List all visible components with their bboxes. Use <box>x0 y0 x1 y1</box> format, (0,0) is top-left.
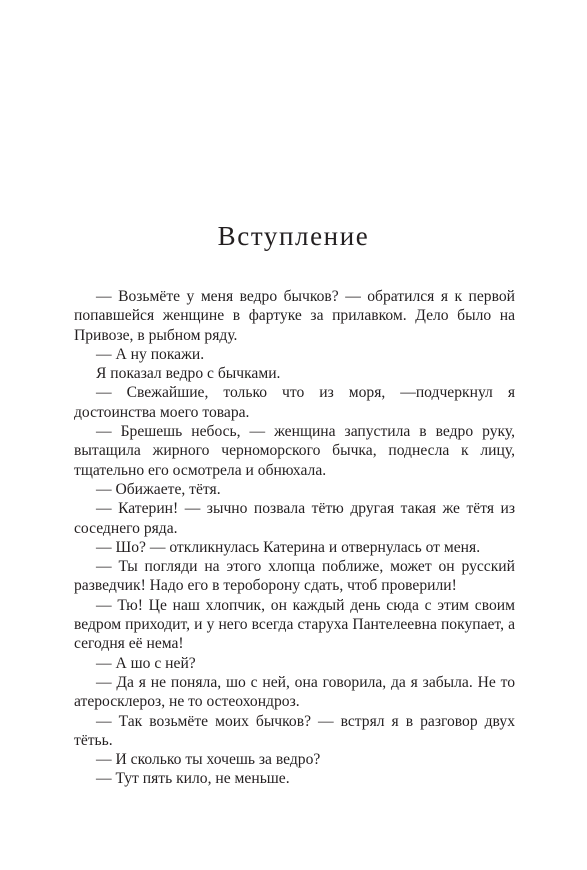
paragraph: — А ну покажи. <box>96 345 205 363</box>
paragraph: — И сколько ты хочешь за ведро? <box>96 751 321 769</box>
chapter-title: Вступление <box>217 221 370 251</box>
paragraph: — Катерин! — зычно позвала тётю другая такая же тётя из соседнего ряда. <box>74 500 515 537</box>
paragraph: — Обижаете, тётя. <box>96 480 221 498</box>
paragraph: — Тю! Це наш хлопчик, он каждый день сюда с этим своим ведром приходит, и у него всегда старуха Пантелеевна покупает, а сегодня её нема! <box>74 596 515 653</box>
chapter-body <box>74 287 515 789</box>
paragraph: — Шо? — откликнулась Катерина и отвернулась от меня. <box>96 538 481 556</box>
paragraph: Я показал ведро с бычками. <box>96 365 281 383</box>
paragraph: — Так возьмёте моих бычков? — встрял я в разговор двух тётьь. <box>74 712 515 749</box>
paragraph: — Свежайшие, только что из моря, —подчеркнул я достоинства моего товара. <box>74 384 515 421</box>
paragraph: — Да я не поняла, шо с ней, она говорила, да я забыла. Не то атеросклероз, не то остеохондроз. <box>74 673 515 711</box>
paragraph: — А шо с ней? <box>96 654 196 672</box>
paragraph: — Брешешь небось, — женщина запустила в ведро руку, вытащила жирного черноморского бычка, поднесла к лицу, тщательно его осмотрела и обнюхала. <box>74 423 515 479</box>
paragraph: — Возьмёте у меня ведро бычков? — обратился я к первой попавшейся женщине в фартуке за прилавком. Дело было на Привозе, в рыбном ряду. <box>74 288 515 344</box>
paragraph: — Тут пять кило, не меньше. <box>96 770 290 788</box>
paragraph: — Ты погляди на этого хлопца поближе, может он русский разведчик! Надо его в тероборону сдать, чтоб проверили! <box>74 558 515 595</box>
